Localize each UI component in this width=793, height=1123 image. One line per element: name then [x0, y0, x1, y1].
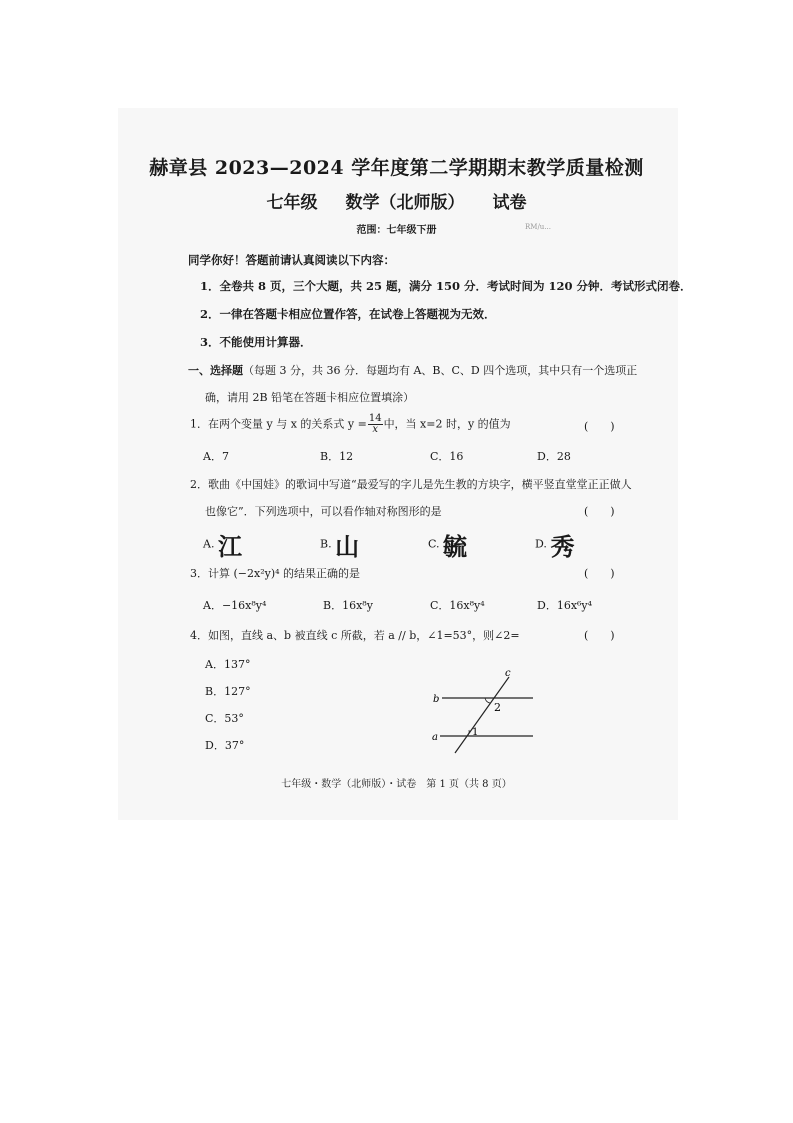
section-desc-2: 确，请用 2B 铅笔在答题卡相应位置填涂） — [205, 391, 415, 404]
line-c — [455, 677, 509, 753]
q2-answer-paren: ( ) — [584, 505, 615, 518]
q3-answer-paren: ( ) — [584, 567, 615, 580]
exam-title: 赫章县 2023—2024 学年度第二学期期末教学质量检测 — [149, 157, 644, 179]
q3-option-d: D．16x⁶y⁴ — [537, 599, 593, 612]
grade-label: 七年级 — [266, 193, 318, 213]
label-a: a — [432, 732, 438, 743]
q2-option-d-char: 秀 — [550, 533, 575, 561]
q2-option-a — [203, 527, 242, 562]
q4-option-a: A．137° — [205, 658, 251, 671]
q4-option-b: B．127° — [205, 685, 251, 698]
q1-stem-before: 1．在两个变量 y 与 x 的关系式 y = — [190, 417, 367, 431]
q4-answer-paren: ( ) — [584, 629, 615, 642]
label-b: b — [433, 694, 440, 705]
label-angle-1: 1 — [472, 727, 479, 738]
q2-option-c — [428, 527, 467, 562]
rule-3: 3．不能使用计算器． — [200, 335, 312, 349]
q3-option-b: B．16x⁸y — [323, 599, 373, 612]
q1-option-a: A．7 — [203, 450, 229, 463]
paper-label: 试卷 — [492, 193, 527, 213]
q1-frac-num: 14 — [368, 413, 382, 424]
subject-label: 数学（北师版） — [345, 193, 465, 213]
q3-option-a: A．−16x⁸y⁴ — [203, 599, 267, 612]
section-title: 一、选择题 — [188, 364, 243, 377]
q4-option-d: D．37° — [205, 739, 245, 752]
q1-option-b: B．12 — [320, 450, 354, 463]
q3-option-c: C．16x⁸y⁴ — [430, 599, 485, 612]
question-2-stem-2: 也像它”．下列选项中，可以看作轴对称图形的是 — [205, 505, 442, 518]
q1-frac-den: x — [372, 424, 379, 435]
exam-subtitle — [0, 188, 793, 213]
q2-option-b-char: 山 — [335, 533, 360, 561]
angle-2-arc — [485, 698, 490, 703]
q2-option-d-letter: D. — [535, 537, 547, 551]
scanned-page — [118, 108, 678, 820]
q1-answer-paren: ( ) — [584, 420, 615, 433]
q1-option-d: D．28 — [537, 450, 571, 463]
q4-option-c: C．53° — [205, 712, 244, 725]
question-2-stem-1: 2．歌曲《中国娃》的歌词中写道“最爱写的字儿是先生教的方块字，横平竖直堂堂正正做人 — [190, 478, 632, 491]
parallel-lines-figure — [425, 665, 540, 755]
rule-1: 1．全卷共 8 页，三个大题，共 25 题，满分 150 分．考试时间为 120 分钟．考试形式闭卷． — [200, 279, 692, 293]
q1-option-c: C．16 — [430, 450, 464, 463]
q1-fraction — [368, 414, 383, 435]
q2-option-d — [535, 527, 574, 562]
question-3-stem: 3．计算 (−2x²y)⁴ 的结果正确的是 — [190, 567, 361, 580]
section-heading — [188, 362, 637, 378]
label-angle-2: 2 — [494, 701, 501, 714]
page-footer: 七年级・数学（北师版）・试卷 第 1 页（共 8 页） — [281, 779, 512, 790]
question-4-stem: 4．如图，直线 a、b 被直线 c 所截，若 a // b，∠1=53°，则∠2= — [190, 629, 520, 642]
question-1-stem — [190, 414, 511, 435]
q1-stem-after: 中，当 x=2 时，y 的值为 — [383, 417, 511, 431]
q2-option-c-char: 毓 — [443, 533, 468, 561]
label-c: c — [505, 668, 511, 679]
rule-2: 2．一律在答题卡相应位置作答，在试卷上答题视为无效． — [200, 307, 496, 321]
exam-scope: 范围：七年级下册 — [356, 225, 437, 236]
q2-option-a-char: 江 — [217, 533, 242, 561]
section-desc-1: （每题 3 分，共 36 分．每题均有 A、B、C、D 四个选项，其中只有一个选项正 — [243, 364, 638, 377]
q2-option-a-letter: A. — [203, 537, 215, 551]
q2-option-b-letter: B. — [320, 537, 332, 551]
q2-option-c-letter: C. — [428, 537, 440, 551]
q2-option-b — [320, 527, 359, 562]
handwritten-note: RM/u... — [525, 223, 551, 231]
greeting: 同学你好！答题前请认真阅读以下内容： — [188, 253, 395, 267]
